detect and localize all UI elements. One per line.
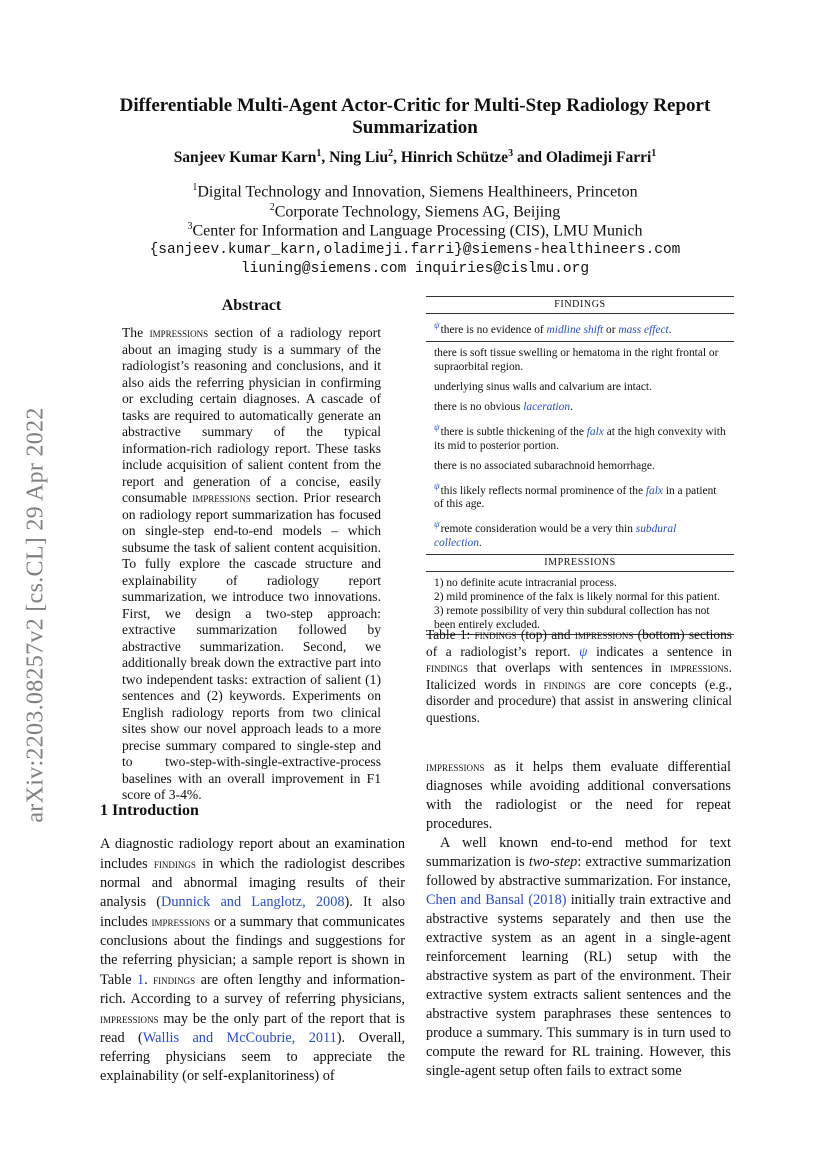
arxiv-watermark <box>16 365 56 865</box>
abstract-heading: Abstract <box>221 297 282 314</box>
intro-text: are often lengthy and information-rich. According to a survey of referring physicians, <box>100 972 405 1007</box>
right-text: as it helps them evaluate differential diagnoses while avoiding additional conversations with the radiologist or the need for repeat procedures. <box>426 759 731 832</box>
author-separator: , <box>393 149 401 167</box>
table-ref-link[interactable]: 1 <box>137 972 145 988</box>
table-caption <box>426 627 732 726</box>
finding-text: there is no evidence of <box>440 323 547 336</box>
right-smallcaps: impressions <box>426 759 485 774</box>
finding-text: there is no obvious <box>434 400 524 413</box>
caption-text: indicates a sentence in <box>587 643 732 659</box>
impressions-list <box>426 572 734 635</box>
intro-text: ). Overall, referring physicians seem to appreciate the explainability (or self-explanitoriness) of <box>100 1030 406 1084</box>
right-column-body <box>426 757 731 1081</box>
intro-text: may be the only part of the report that is read ( <box>100 1011 405 1046</box>
finding-text: . <box>570 400 573 413</box>
finding-row-2: there is soft tissue swelling or hematoma in the right frontal or supraorbital region. <box>434 346 719 373</box>
affiliation-2-text: Corporate Technology, Siemens AG, Beijing <box>274 203 561 221</box>
finding-text: remote consideration would be a very thin <box>440 523 636 536</box>
finding-text: at the high convexity with its mid to posterior portion. <box>434 425 726 452</box>
citation-link[interactable]: Chen and Bansal (2018) <box>426 892 567 908</box>
paper-title <box>95 95 735 139</box>
psi-marker: ψ <box>434 480 440 491</box>
author-1: Sanjeev Kumar Karn <box>173 149 317 167</box>
caption-text: . Italicized words in <box>426 660 732 692</box>
author-and: and <box>513 149 546 167</box>
intro-smallcaps: findings <box>153 972 196 987</box>
impression-2: 2) mild prominence of the falx is likely normal for this patient. <box>434 591 720 604</box>
right-paragraph-2 <box>426 834 731 1081</box>
report-table <box>426 296 734 635</box>
author-1-sup: 1 <box>316 148 322 159</box>
right-text: initially train extractive and abstractive systems separately and then use the extractive system as an agent in a single-agent reinforcement learning (RL) setup with the abstractive system as part of the environment. Their extractive system extracts salient sentences and the abstractive system paraphrases these sentences to produce a summary. This summary is in turn used to compute the reward for RL training. However, this single-agent setup often fails to extract some <box>426 892 731 1079</box>
finding-keyword: laceration <box>523 400 571 413</box>
psi-marker: ψ <box>434 320 440 330</box>
abstract-body <box>122 325 381 804</box>
finding-keyword: falx <box>645 484 663 497</box>
caption-text: (top) and <box>516 627 575 642</box>
title-line-2: Summarization <box>352 117 478 138</box>
citation-link[interactable]: Wallis and McCoubrie, 2011 <box>142 1030 337 1046</box>
finding-text: . <box>668 323 672 336</box>
psi-marker: ψ <box>434 519 440 530</box>
arxiv-id: arXiv:2203.08257v2 [cs.CL] 29 Apr 2022 <box>22 407 49 823</box>
author-4: Oladimeji Farri <box>545 149 652 167</box>
finding-row-3: underlying sinus walls and calvarium are intact. <box>434 380 652 393</box>
impressions-header: IMPRESSIONS <box>426 554 734 572</box>
author-2: Ning Liu <box>329 149 389 167</box>
finding-keyword: midline shift <box>546 323 604 336</box>
affiliation-2 <box>95 202 735 221</box>
caption-smallcaps: impressions <box>670 660 729 675</box>
impression-1: 1) no definite acute intracranial process. <box>434 577 617 590</box>
author-list <box>95 148 735 167</box>
affiliation-1 <box>95 182 735 201</box>
finding-row-8 <box>426 515 734 552</box>
finding-text: or <box>603 323 619 336</box>
abstract-smallcaps: impressions <box>149 325 209 340</box>
section-heading-introduction: 1 Introduction <box>100 802 199 819</box>
caption-text: that overlaps with sentences in <box>468 660 671 675</box>
finding-text: there is subtle thickening of the <box>440 425 587 438</box>
intro-smallcaps: impressions <box>151 914 211 929</box>
right-paragraph-1 <box>426 757 731 834</box>
title-line-1: Differentiable Multi-Agent Actor-Critic for Multi-Step Radiology Report <box>119 95 711 116</box>
author-2-sup: 2 <box>388 148 394 159</box>
affiliation-3-text: Center for Information and Language Processing (CIS), LMU Munich <box>192 222 643 240</box>
right-text: : extractive summarization followed by abstractive summarization. For instance, <box>426 854 731 889</box>
psi-marker: ψ <box>434 421 440 432</box>
citation-link[interactable]: Dunnick and Langlotz, 2008 <box>161 894 345 910</box>
finding-text: in a patient of this age. <box>434 484 717 511</box>
abstract-text: section. Prior research on radiology report summarization has focused on single-step end-to-end models – which subsume the task of salient content acquisition. To fully explore the cascade structure and explainability of radiology report summarization, we introduce two innovations. First, we design a two-step approach: extractive summarization followed by abstractive summarization. Second, we additionally break down the extractive part into two independent tasks: extraction of salient (1) sentences and (2) keywords. Experiments on English radiology reports from two clinical sites show our novel approach leads to a more precise summary compared to single-step and to two-step-with-single-extractive-process baselines with an overall improvement in F1 score of 3-4%. <box>122 490 382 802</box>
finding-text: . <box>478 537 482 550</box>
email-line-2[interactable]: liuning@siemens.com inquiries@cislmu.org <box>240 261 590 277</box>
finding-row-7 <box>426 477 734 514</box>
finding-row-5 <box>426 418 734 455</box>
findings-header: FINDINGS <box>426 296 734 314</box>
abstract-smallcaps: impressions <box>192 490 251 505</box>
caption-text: Table 1: <box>426 627 475 642</box>
intro-text: A diagnostic radiology report about an examination includes <box>100 836 405 872</box>
intro-smallcaps: findings <box>153 856 196 871</box>
affiliation-3-sup: 3 <box>187 221 193 232</box>
intro-text: . <box>144 972 154 988</box>
right-text: A well known end-to-end method for text summarization is <box>426 835 731 870</box>
finding-row-4 <box>426 398 734 416</box>
caption-text: are core concepts (e.g., disorder and procedure) that assist in answering clinical questions. <box>426 676 732 725</box>
abstract-text: section of a radiology report about an imaging study is a summary of the radiologist’s reasoning and conclusions, and it also aids the referring physician in confirming or excluding certain diagnoses. A cascade of tasks are required to automatically generate an abstractive summary of the typical information-rich radiology report. These tasks include acquisition of salient content from the report and generation of a concise, easily consumable <box>122 325 381 505</box>
intro-text: ). It also includes <box>100 894 405 930</box>
psi-marker: ψ <box>579 643 588 659</box>
caption-smallcaps: impressions <box>574 627 634 642</box>
caption-text: (bottom) sections of a radiologist’s report. <box>426 627 732 659</box>
finding-keyword: mass effect <box>618 323 669 336</box>
table-rule <box>426 341 734 342</box>
finding-keyword: falx <box>586 425 604 438</box>
affiliation-2-sup: 2 <box>269 202 275 213</box>
author-3-sup: 3 <box>508 148 514 159</box>
intro-text: in which the radiologist describes normal and abnormal imaging results of their analysis ( <box>100 856 405 910</box>
finding-text: this likely reflects normal prominence of the <box>440 484 646 497</box>
caption-smallcaps: findings <box>426 660 469 675</box>
abstract-text: The <box>122 325 150 340</box>
author-4-sup: 1 <box>651 148 657 159</box>
finding-row-6: there is no associated subarachnoid hemorrhage. <box>434 459 655 472</box>
finding-row-1 <box>426 316 734 339</box>
affiliation-1-text: Digital Technology and Innovation, Siemens Healthineers, Princeton <box>197 183 638 201</box>
email-line-1[interactable]: {sanjeev.kumar_karn,oladimeji.farri}@siemens-healthineers.com <box>149 242 681 258</box>
caption-smallcaps: findings <box>474 627 517 642</box>
caption-smallcaps: findings <box>543 676 586 692</box>
intro-smallcaps: impressions <box>100 1011 159 1026</box>
intro-paragraph <box>100 835 405 1086</box>
affiliation-1-sup: 1 <box>192 182 198 193</box>
impression-3: 3) remote possibility of very thin subdural collection has not been entirely excluded. <box>434 605 710 632</box>
author-separator: , <box>321 149 330 167</box>
affiliation-3 <box>95 221 735 240</box>
right-emphasis: two-step <box>528 854 578 870</box>
intro-text: or a summary that communicates conclusions about the findings and suggestions for the referring physician; a sample report is shown in Table <box>100 914 405 988</box>
author-3: Hinrich Schütze <box>400 149 509 167</box>
finding-keyword: subdural collection <box>434 523 677 550</box>
